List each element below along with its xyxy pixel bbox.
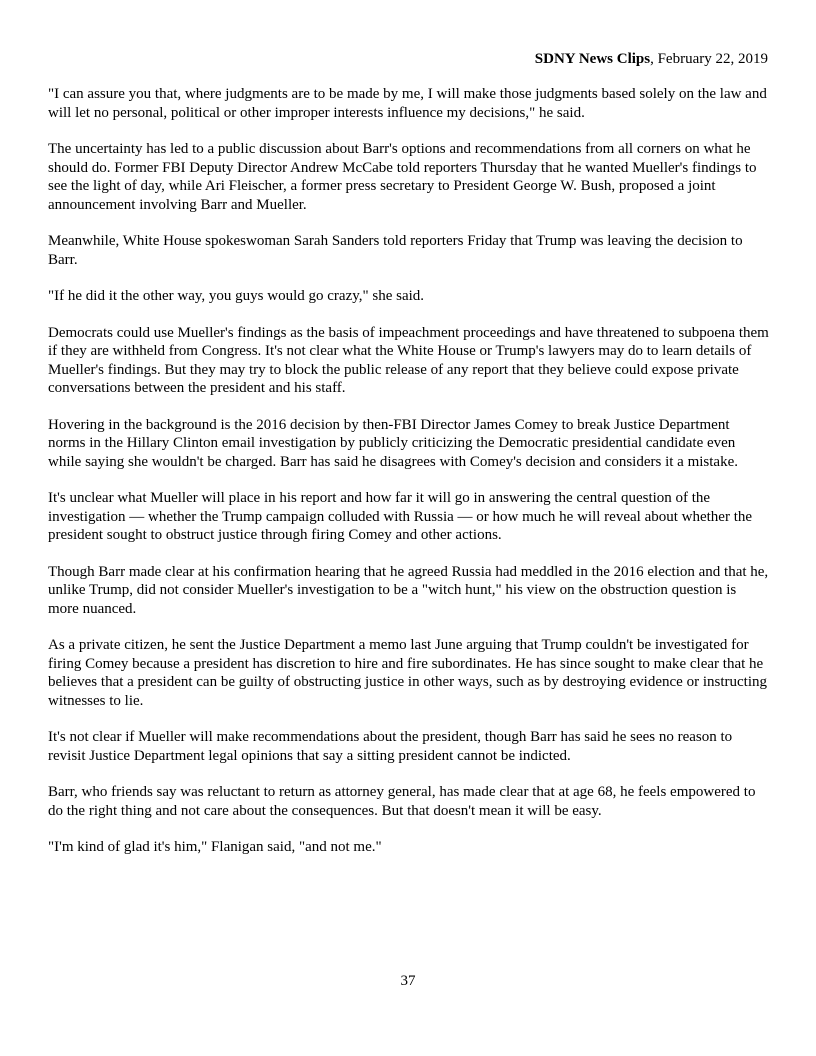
paragraph: Hovering in the background is the 2016 decision by then-FBI Director James Comey to break Justice Department norms in the Hillary Clinton email investigation by publicly criticizing the Democratic presidential candidate even while saying she wouldn't be charged. Barr has said he disagrees with Comey's decision and considers it a mistake. bbox=[48, 416, 738, 470]
paragraph: "If he did it the other way, you guys would go crazy," she said. bbox=[48, 288, 425, 304]
page-header bbox=[535, 50, 768, 68]
paragraph: Though Barr made clear at his confirmation hearing that he agreed Russia had meddled in the 2016 election and that he, unlike Trump, did not consider Mueller's investigation to be a "witch hunt," his view on the obstruction question is more nuanced. bbox=[48, 563, 769, 617]
paragraph: It's unclear what Mueller will place in his report and how far it will go in answering the central question of the investigation — whether the Trump campaign colluded with Russia — or how much he will reveal about whether the president sought to obstruct justice through firing Comey and other actions. bbox=[48, 490, 753, 543]
paragraph: Meanwhile, White House spokeswoman Sarah Sanders told reporters Friday that Trump was leaving the decision to Barr. bbox=[48, 233, 743, 268]
page-number: 37 bbox=[400, 973, 416, 989]
paragraph: "I'm kind of glad it's him," Flanigan said, "and not me." bbox=[48, 839, 382, 855]
paragraph: As a private citizen, he sent the Justice Department a memo last June arguing that Trump couldn't be investigated for firing Comey because a president has discretion to hire and fire subordinates. He has since sought to make clear that he believes that a president can be guilty of obstructing justice in other ways, such as by destroying evidence or instructing witnesses to lie. bbox=[48, 637, 767, 709]
paragraph: It's not clear if Mueller will make recommendations about the president, though Barr has said he sees no reason to revisit Justice Department legal opinions that say a sitting president cannot be indicted. bbox=[48, 729, 733, 764]
paragraph: "I can assure you that, where judgments are to be made by me, I will make those judgments based solely on the law and will let no personal, political or other improper interests influence my decisions," he said. bbox=[48, 86, 767, 121]
paragraph: Barr, who friends say was reluctant to return as attorney general, has made clear that at age 68, he feels empowered to do the right thing and not care about the consequences. But that doesn't mean it will be easy. bbox=[48, 784, 756, 819]
publication-name: SDNY News Clips bbox=[534, 51, 651, 67]
publication-date: , February 22, 2019 bbox=[650, 51, 768, 67]
paragraph: The uncertainty has led to a public discussion about Barr's options and recommendations from all corners on what he should do. Former FBI Deputy Director Andrew McCabe told reporters Thursday that he wanted Mueller's findings to see the light of day, while Ari Fleischer, a former press secretary to President George W. Bush, proposed a joint announcement involving Barr and Mueller. bbox=[48, 141, 757, 213]
paragraph: Democrats could use Mueller's findings as the basis of impeachment proceedings and have threatened to subpoena them if they are withheld from Congress. It's not clear what the White House or Trump's lawyers may do to learn details of Mueller's findings. But they may try to block the public release of any report that they believe could expose private conversations between the president and his staff. bbox=[48, 324, 769, 396]
article-body bbox=[48, 85, 770, 875]
